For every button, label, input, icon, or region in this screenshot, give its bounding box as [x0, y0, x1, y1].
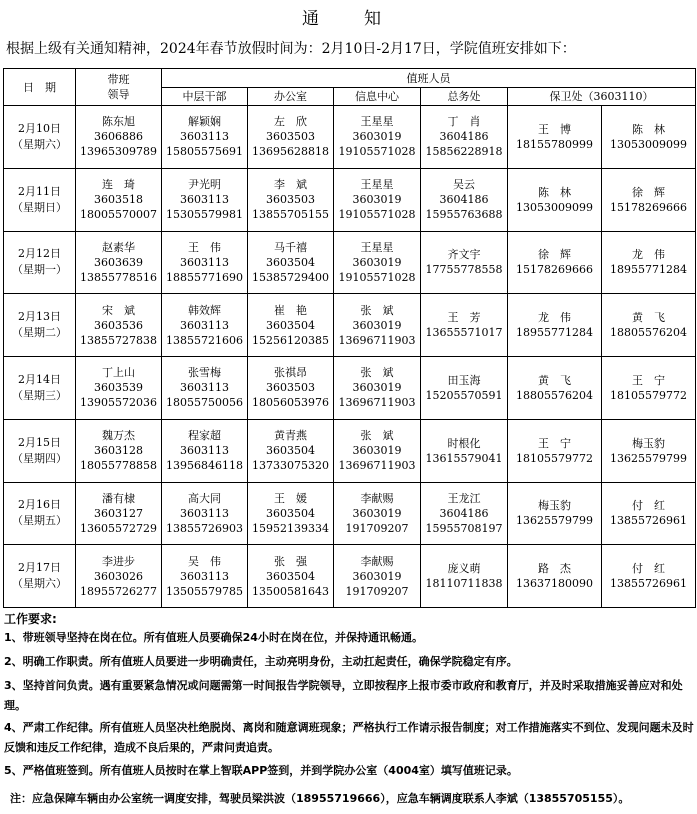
info-cell	[334, 357, 421, 420]
table-row	[4, 294, 696, 357]
date-text: 2月12日	[18, 247, 61, 261]
sec1-cell	[508, 294, 602, 357]
info-cell	[334, 106, 421, 169]
weekday-text: （星期六）	[12, 137, 67, 151]
extension-number: 3603113	[180, 569, 229, 583]
phone-number: 15178269666	[516, 263, 593, 277]
person-name: 黄 飞	[538, 373, 571, 387]
sec2-cell	[602, 294, 696, 357]
person-name: 齐文宇	[447, 248, 481, 262]
info-cell	[334, 419, 421, 482]
person-name: 陈 林	[632, 122, 665, 136]
phone-number: 15856228918	[425, 145, 503, 159]
date-cell	[4, 482, 76, 545]
extension-number: 3606886	[94, 130, 143, 144]
phone-number: 13695628818	[252, 145, 329, 159]
middle-cell	[162, 106, 248, 169]
extension-number: 3603019	[352, 381, 402, 395]
middle-cell	[162, 419, 248, 482]
extension-number: 3603518	[94, 193, 143, 207]
extension-number: 3603019	[352, 569, 402, 583]
phone-number: 15256120385	[252, 333, 329, 347]
extension-number: 3604186	[439, 506, 489, 520]
phone-number: 15205570591	[425, 388, 503, 402]
phone-number: 13605572729	[80, 521, 157, 535]
sec1-cell	[508, 168, 602, 231]
phone-number: 18105579772	[610, 388, 687, 402]
leader-cell	[76, 482, 162, 545]
requirements-title: 工作要求:	[4, 612, 57, 626]
header-general: 总务处	[421, 88, 508, 106]
person-name: 尹光明	[188, 178, 221, 192]
phone-number: 13655571017	[425, 326, 503, 340]
leader-cell	[76, 545, 162, 608]
date-cell	[4, 168, 76, 231]
person-name: 赵素华	[102, 240, 135, 254]
weekday-text: （星期四）	[12, 451, 67, 465]
info-cell	[334, 482, 421, 545]
person-name: 黄青燕	[274, 429, 307, 443]
person-name: 吴 伟	[188, 554, 221, 568]
general-cell	[421, 294, 508, 357]
extension-number: 3604186	[439, 193, 489, 207]
phone-number: 18005570007	[80, 208, 157, 222]
sec1-cell	[508, 357, 602, 420]
person-name: 张 强	[274, 554, 307, 568]
person-name: 连 琦	[102, 178, 135, 192]
extension-number: 3603504	[266, 255, 315, 269]
phone-number: 13855705155	[252, 208, 329, 222]
table-row	[4, 231, 696, 294]
phone-number: 13696711903	[338, 333, 416, 347]
phone-number: 13855778516	[80, 270, 157, 284]
phone-number: 13956846118	[166, 459, 243, 473]
phone-number: 191709207	[345, 584, 409, 598]
general-cell	[421, 106, 508, 169]
general-cell	[421, 482, 508, 545]
phone-number: 13625579799	[610, 451, 687, 465]
phone-number: 18056053976	[252, 396, 329, 410]
person-name: 程家超	[188, 429, 221, 443]
extension-number: 3603113	[180, 444, 229, 458]
general-cell	[421, 231, 508, 294]
phone-number: 18110711838	[425, 577, 503, 591]
weekday-text: （星期日）	[12, 200, 67, 214]
extension-number: 3603536	[94, 318, 143, 332]
person-name: 王星星	[360, 240, 394, 254]
footer-note: 注：应急保障车辆由办公室统一调度安排，驾驶员梁洪波（18955719666），应急车辆调度联系人李斌（13855705155）。	[10, 792, 630, 805]
date-text: 2月11日	[18, 184, 61, 198]
person-name: 付 红	[632, 562, 665, 576]
sec1-cell	[508, 106, 602, 169]
office-cell	[248, 419, 334, 482]
phone-number: 13696711903	[338, 396, 416, 410]
person-name: 徐 辉	[632, 185, 665, 199]
phone-number: 18055750056	[166, 396, 243, 410]
middle-cell	[162, 294, 248, 357]
extension-number: 3603113	[180, 506, 229, 520]
person-name: 潘有棣	[102, 491, 135, 505]
person-name: 李进步	[102, 554, 135, 568]
phone-number: 18105579772	[516, 451, 593, 465]
phone-number: 18955771284	[516, 326, 593, 340]
extension-number: 3603539	[94, 381, 143, 395]
office-cell	[248, 482, 334, 545]
info-cell	[334, 545, 421, 608]
general-cell	[421, 545, 508, 608]
person-name: 王 博	[538, 122, 571, 136]
phone-number: 17755778558	[425, 263, 503, 277]
office-cell	[248, 545, 334, 608]
phone-number: 15305579981	[166, 208, 243, 222]
extension-number: 3603019	[352, 444, 402, 458]
info-cell	[334, 231, 421, 294]
extension-number: 3603113	[180, 193, 229, 207]
sec2-cell	[602, 168, 696, 231]
sec2-cell	[602, 106, 696, 169]
phone-number: 15955763688	[425, 208, 503, 222]
person-name: 庞义萌	[447, 562, 481, 576]
sec2-cell	[602, 482, 696, 545]
intro-text: 根据上级有关通知精神，2024年春节放假时间为：2月10日-2月17日，学院值班安排如下：	[6, 41, 576, 57]
header-info: 信息中心	[334, 88, 421, 106]
date-text: 2月10日	[18, 121, 61, 135]
person-name: 宋 斌	[102, 303, 135, 317]
phone-number: 19105571028	[338, 270, 416, 284]
office-cell	[248, 168, 334, 231]
phone-number: 15385729400	[252, 270, 329, 284]
person-name: 时根化	[447, 436, 481, 450]
person-name: 解颖娴	[188, 115, 221, 129]
date-cell	[4, 106, 76, 169]
sec1-cell	[508, 482, 602, 545]
phone-number: 13625579799	[516, 514, 593, 528]
extension-number: 3603639	[94, 255, 143, 269]
table-row	[4, 168, 696, 231]
extension-number: 3603503	[266, 130, 315, 144]
extension-number: 3603504	[266, 318, 315, 332]
person-name: 王星星	[360, 115, 394, 129]
notice-title: 通 知	[302, 9, 395, 29]
table-row	[4, 419, 696, 482]
phone-number: 13505579785	[166, 584, 243, 598]
office-cell	[248, 294, 334, 357]
header-security: 保卫处（3603110）	[508, 88, 696, 106]
phone-number: 13696711903	[338, 459, 416, 473]
person-name: 崔 艳	[274, 303, 307, 317]
extension-number: 3603019	[352, 318, 402, 332]
phone-number: 18955726277	[80, 584, 157, 598]
date-text: 2月15日	[18, 435, 61, 449]
leader-cell	[76, 168, 162, 231]
person-name: 张 斌	[360, 366, 394, 380]
middle-cell	[162, 357, 248, 420]
extension-number: 3603503	[266, 193, 315, 207]
phone-number: 13500581643	[252, 584, 329, 598]
office-cell	[248, 231, 334, 294]
phone-number: 13855726961	[610, 514, 687, 528]
date-cell	[4, 294, 76, 357]
phone-number: 19105571028	[338, 208, 416, 222]
requirement-item: 5、严格值班签到。所有值班人员按时在掌上智联APP签到，并到学院办公室（4004室）填写值班记录。	[4, 764, 518, 777]
header-middle: 中层干部	[162, 88, 248, 106]
phone-number: 13637180090	[516, 577, 593, 591]
extension-number: 3603504	[266, 506, 315, 520]
header-staff-group: 值班人员	[162, 69, 696, 88]
person-name: 田玉海	[447, 373, 481, 387]
person-name: 王 宁	[538, 436, 571, 450]
person-name: 左 欣	[274, 115, 307, 129]
header-office: 办公室	[248, 88, 334, 106]
phone-number: 15805575691	[166, 145, 243, 159]
phone-number: 13053009099	[610, 137, 687, 151]
date-cell	[4, 357, 76, 420]
date-text: 2月16日	[18, 498, 61, 512]
weekday-text: （星期六）	[12, 577, 67, 591]
phone-number: 18055778858	[80, 459, 157, 473]
sec2-cell	[602, 419, 696, 482]
phone-number: 13965309789	[80, 145, 157, 159]
sec1-cell	[508, 231, 602, 294]
extension-number: 3603019	[352, 255, 402, 269]
person-name: 吴云	[453, 178, 475, 192]
phone-number: 18855771690	[166, 270, 243, 284]
person-name: 李献赐	[360, 554, 394, 568]
phone-number: 19105571028	[338, 145, 416, 159]
extension-number: 3603127	[94, 506, 143, 520]
date-text: 2月14日	[18, 372, 61, 386]
general-cell	[421, 357, 508, 420]
sec1-cell	[508, 419, 602, 482]
phone-number: 18805576204	[516, 388, 593, 402]
person-name: 梅玉豹	[632, 436, 665, 450]
middle-cell	[162, 168, 248, 231]
phone-number: 15952139334	[252, 521, 329, 535]
person-name: 韩效辉	[188, 303, 221, 317]
requirement-item: 3、坚持首问负责。遇有重要紧急情况或问题需第一时间报告学院领导，立即按程序上报市委市政府和教育厅，并及时采取措施妥善应对和处理。	[4, 679, 683, 712]
office-cell	[248, 106, 334, 169]
phone-number: 18805576204	[610, 326, 687, 340]
extension-number: 3603019	[352, 506, 402, 520]
person-name: 李 斌	[274, 178, 307, 192]
person-name: 路 杰	[538, 562, 571, 576]
person-name: 张雪梅	[188, 366, 221, 380]
table-row	[4, 357, 696, 420]
middle-cell	[162, 231, 248, 294]
table-row	[4, 545, 696, 608]
general-cell	[421, 168, 508, 231]
requirement-item: 2、明确工作职责。所有值班人员要进一步明确责任，主动亮明身份，主动扛起责任，确保学院稳定有序。	[4, 655, 518, 668]
duty-schedule-table	[3, 68, 696, 608]
phone-number: 15178269666	[610, 200, 687, 214]
person-name: 张 斌	[360, 303, 394, 317]
person-name: 张 斌	[360, 429, 394, 443]
extension-number: 3603113	[180, 381, 229, 395]
leader-cell	[76, 294, 162, 357]
info-cell	[334, 294, 421, 357]
person-name: 王 宁	[632, 373, 665, 387]
sec2-cell	[602, 231, 696, 294]
person-name: 高大同	[188, 491, 221, 505]
person-name: 魏万杰	[102, 429, 135, 443]
person-name: 龙 伟	[632, 248, 665, 262]
date-text: 2月13日	[18, 310, 61, 324]
person-name: 马千禧	[274, 240, 307, 254]
leader-cell	[76, 231, 162, 294]
weekday-text: （星期三）	[12, 388, 67, 402]
table-row	[4, 482, 696, 545]
requirement-item: 1、带班领导坚持在岗在位。所有值班人员要确保24小时在岗在位，并保持通讯畅通。	[4, 631, 423, 644]
sec2-cell	[602, 357, 696, 420]
person-name: 陈 林	[538, 185, 571, 199]
phone-number: 18155780999	[516, 137, 593, 151]
office-cell	[248, 357, 334, 420]
extension-number: 3603503	[266, 381, 315, 395]
phone-number: 13615579041	[425, 451, 503, 465]
person-name: 陈东旭	[102, 115, 135, 129]
header-date: 日 期	[4, 69, 76, 106]
person-name: 王龙江	[447, 491, 481, 505]
info-cell	[334, 168, 421, 231]
person-name: 丁上山	[102, 366, 135, 380]
person-name: 王星星	[360, 178, 394, 192]
extension-number: 3603113	[180, 255, 229, 269]
extension-number: 3603019	[352, 193, 402, 207]
header-leader	[76, 69, 162, 106]
extension-number: 3603113	[180, 318, 229, 332]
header-leader-line2: 领导	[107, 88, 130, 101]
extension-number: 3603128	[94, 444, 143, 458]
sec2-cell	[602, 545, 696, 608]
person-name: 王 伟	[188, 240, 221, 254]
extension-number: 3603113	[180, 130, 229, 144]
date-cell	[4, 545, 76, 608]
requirement-item: 4、严肃工作纪律。所有值班人员坚决杜绝脱岗、离岗和随意调班现象；严格执行工作请示报告制度；对工作措施落实不到位、发现问题未及时反馈和违反工作纪律，造成不良后果的，严肃问责追责。	[4, 721, 694, 754]
phone-number: 13053009099	[516, 200, 593, 214]
phone-number: 13733075320	[252, 459, 329, 473]
sec1-cell	[508, 545, 602, 608]
extension-number: 3604186	[439, 130, 489, 144]
date-cell	[4, 419, 76, 482]
extension-number: 3603504	[266, 569, 315, 583]
header-leader-line1: 带班	[107, 73, 130, 86]
person-name: 梅玉豹	[538, 499, 571, 513]
weekday-text: （星期一）	[12, 263, 67, 277]
person-name: 张祺昂	[274, 366, 307, 380]
date-text: 2月17日	[18, 561, 61, 575]
weekday-text: （星期二）	[12, 326, 67, 340]
person-name: 王 芳	[447, 311, 481, 325]
person-name: 付 红	[632, 499, 665, 513]
weekday-text: （星期五）	[12, 514, 67, 528]
person-name: 王 媛	[274, 491, 307, 505]
person-name: 黄 飞	[632, 311, 665, 325]
leader-cell	[76, 357, 162, 420]
phone-number: 13855726961	[610, 577, 687, 591]
date-cell	[4, 231, 76, 294]
middle-cell	[162, 482, 248, 545]
leader-cell	[76, 419, 162, 482]
phone-number: 13855727838	[80, 333, 157, 347]
phone-number: 13905572036	[80, 396, 157, 410]
middle-cell	[162, 545, 248, 608]
phone-number: 18955771284	[610, 263, 687, 277]
phone-number: 15955708197	[425, 521, 503, 535]
phone-number: 13855726903	[166, 521, 243, 535]
person-name: 徐 辉	[538, 248, 571, 262]
general-cell	[421, 419, 508, 482]
extension-number: 3603026	[94, 569, 143, 583]
person-name: 龙 伟	[538, 311, 571, 325]
phone-number: 191709207	[345, 521, 409, 535]
extension-number: 3603504	[266, 444, 315, 458]
person-name: 丁 肖	[447, 115, 481, 129]
schedule-body	[4, 106, 696, 608]
leader-cell	[76, 106, 162, 169]
phone-number: 13855721606	[166, 333, 243, 347]
table-row	[4, 106, 696, 169]
person-name: 李献赐	[360, 491, 394, 505]
extension-number: 3603019	[352, 130, 402, 144]
